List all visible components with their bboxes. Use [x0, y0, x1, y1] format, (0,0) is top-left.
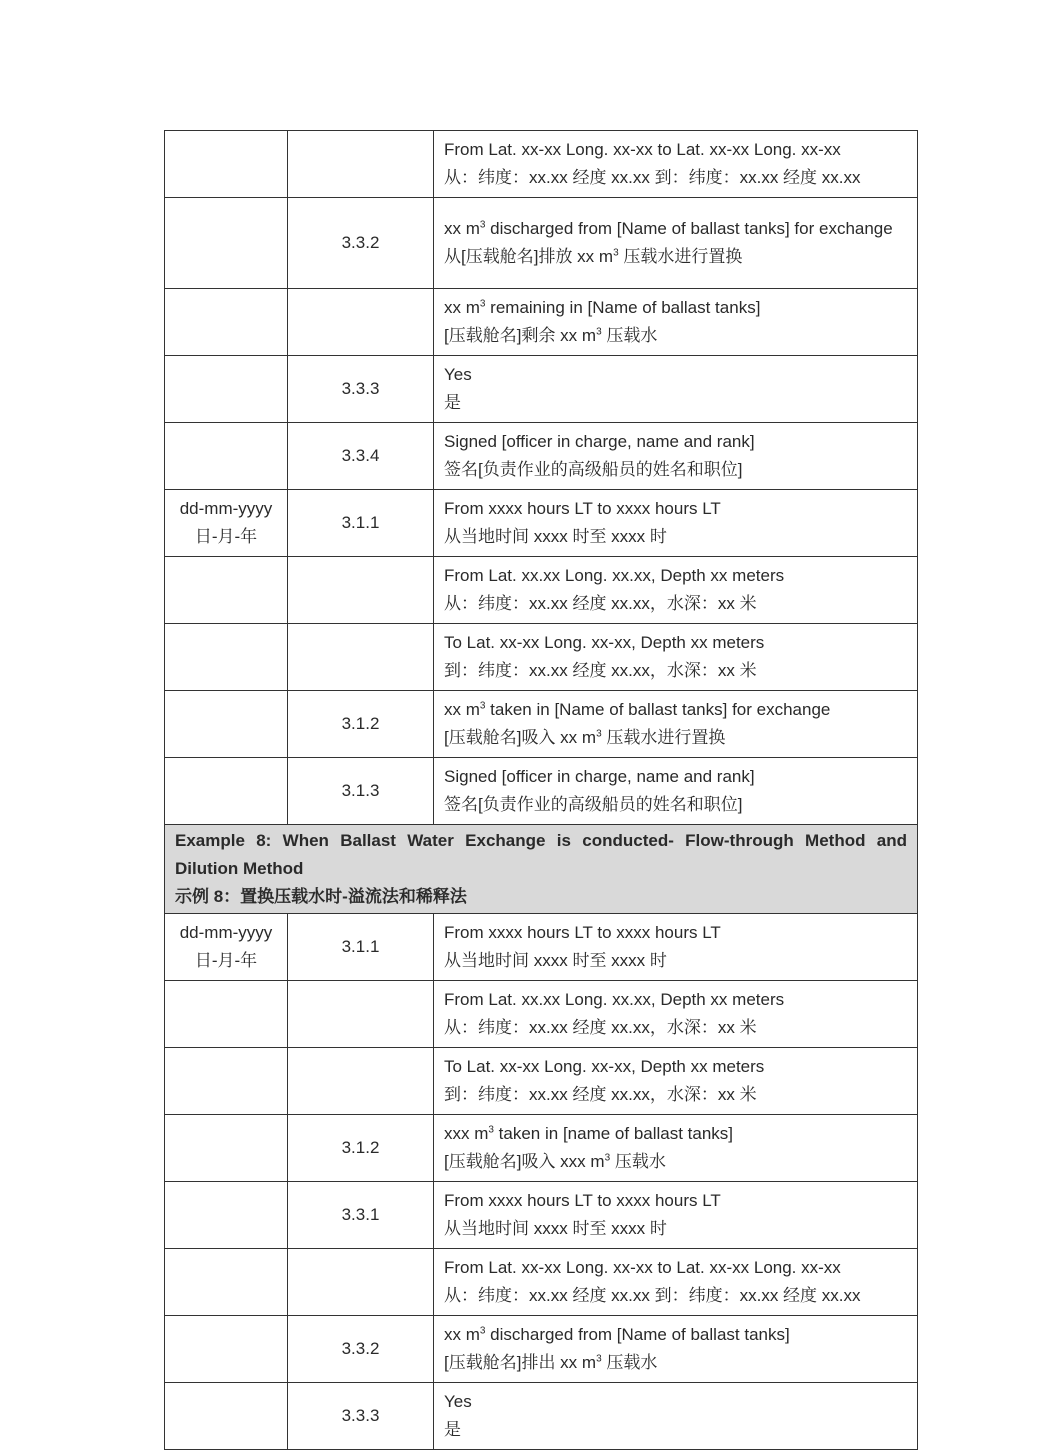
- entry-text-zh: [压载舱名]剩余 xx $m^3$ 压载水: [444, 326, 658, 345]
- entry-cell: [434, 1115, 918, 1182]
- table-row: [165, 423, 918, 490]
- table-row: [165, 758, 918, 825]
- entry-cell: [434, 198, 918, 289]
- entry-text-en: xx $m^3$ remaining in [Name of ballast tanks]: [444, 298, 761, 317]
- item-code-cell: 3.1.3: [288, 758, 434, 825]
- item-code-cell: [288, 624, 434, 691]
- table-row: [165, 490, 918, 557]
- entry-cell: [434, 1383, 918, 1450]
- entry-text-zh: 从当地时间 xxxx 时至 xxxx 时: [444, 527, 667, 546]
- ballast-water-log-table: [164, 130, 918, 1450]
- entry-cell: [434, 624, 918, 691]
- entry-cell: [434, 131, 918, 198]
- entry-cell: [434, 490, 918, 557]
- date-cell: [165, 557, 288, 624]
- entry-cell: [434, 1048, 918, 1115]
- item-code-cell: 3.1.1: [288, 914, 434, 981]
- item-code-cell: [288, 981, 434, 1048]
- entry-text-en: xxx $m^3$ taken in [name of ballast tanks]: [444, 1124, 734, 1143]
- date-cell: [165, 198, 288, 289]
- date-cell: [165, 1316, 288, 1383]
- entry-cell: [434, 758, 918, 825]
- entry-text-en: Signed [officer in charge, name and rank]: [444, 767, 755, 786]
- item-code-cell: 3.3.3: [288, 356, 434, 423]
- table-row: [165, 1182, 918, 1249]
- entry-text-zh: 是: [444, 393, 461, 412]
- date-cell: [165, 914, 288, 981]
- item-code-cell: 3.3.3: [288, 1383, 434, 1450]
- date-cell: [165, 1048, 288, 1115]
- table-row: [165, 981, 918, 1048]
- table-row: [165, 1383, 918, 1450]
- example-heading-en: Example 8: When Ballast Water Exchange is conducted- Flow-through Method and Dilution Method: [175, 831, 907, 878]
- item-code-cell: [288, 289, 434, 356]
- date-cell: [165, 624, 288, 691]
- entry-cell: [434, 1316, 918, 1383]
- entry-text-zh: 从当地时间 xxxx 时至 xxxx 时: [444, 951, 667, 970]
- example-heading-cell: [165, 825, 918, 914]
- table-row: [165, 1316, 918, 1383]
- entry-text-en: Yes: [444, 1392, 472, 1411]
- item-code-cell: [288, 1249, 434, 1316]
- entry-cell: [434, 691, 918, 758]
- table-row: [165, 557, 918, 624]
- date-cell: [165, 356, 288, 423]
- entry-cell: [434, 1182, 918, 1249]
- table-row: [165, 356, 918, 423]
- entry-text-zh: 签名[负责作业的高级船员的姓名和职位]: [444, 460, 743, 479]
- entry-text-en: From Lat. xx.xx Long. xx.xx, Depth xx meters: [444, 566, 785, 585]
- date-cell: [165, 1182, 288, 1249]
- item-code-cell: [288, 131, 434, 198]
- entry-text-zh: 到：纬度：xx.xx 经度 xx.xx，水深：xx 米: [444, 1085, 757, 1104]
- date-cell: [165, 691, 288, 758]
- entry-text-en: xx $m^3$ discharged from [Name of ballast tanks] for exchange: [444, 219, 893, 238]
- table-row: [165, 1048, 918, 1115]
- entry-text-zh: 从：纬度：xx.xx 经度 xx.xx，水深：xx 米: [444, 1018, 757, 1037]
- table-row: [165, 131, 918, 198]
- entry-text-en: To Lat. xx-xx Long. xx-xx, Depth xx meters: [444, 633, 765, 652]
- entry-text-zh: 从[压载舱名]排放 xx $m^3$ 压载水进行置换: [444, 247, 743, 266]
- entry-text-zh: 到：纬度：xx.xx 经度 xx.xx，水深：xx 米: [444, 661, 757, 680]
- date-cell: [165, 490, 288, 557]
- entry-text-zh: [压载舱名]吸入 xx $m^3$ 压载水进行置换: [444, 728, 726, 747]
- table-row: [165, 914, 918, 981]
- entry-text-en: From Lat. xx.xx Long. xx.xx, Depth xx meters: [444, 990, 785, 1009]
- table-row: [165, 198, 918, 289]
- entry-text-zh: [压载舱名]排出 xx $m^3$ 压载水: [444, 1353, 658, 1372]
- entry-cell: [434, 423, 918, 490]
- entry-text-en: To Lat. xx-xx Long. xx-xx, Depth xx meters: [444, 1057, 765, 1076]
- table-row: [165, 289, 918, 356]
- date-cell: [165, 1383, 288, 1450]
- table-row: [165, 1115, 918, 1182]
- item-code-cell: [288, 557, 434, 624]
- item-code-cell: 3.1.2: [288, 1115, 434, 1182]
- date-cell: [165, 758, 288, 825]
- item-code-cell: 3.3.2: [288, 1316, 434, 1383]
- date-cell: [165, 1115, 288, 1182]
- entry-text-en: From Lat. xx-xx Long. xx-xx to Lat. xx-xx Long. xx-xx: [444, 140, 841, 159]
- entry-cell: [434, 356, 918, 423]
- item-code-cell: 3.3.2: [288, 198, 434, 289]
- date-cell: [165, 289, 288, 356]
- entry-text-zh: 从：纬度：xx.xx 经度 xx.xx 到：纬度：xx.xx 经度 xx.xx: [444, 1286, 861, 1305]
- date-cell: [165, 131, 288, 198]
- date-format-en: dd-mm-yyyy: [179, 499, 273, 518]
- date-cell: [165, 423, 288, 490]
- entry-cell: [434, 914, 918, 981]
- item-code-cell: 3.3.1: [288, 1182, 434, 1249]
- entry-text-en: xx $m^3$ taken in [Name of ballast tanks] for exchange: [444, 700, 831, 719]
- entry-text-en: Yes: [444, 365, 472, 384]
- entry-text-zh: 从：纬度：xx.xx 经度 xx.xx 到：纬度：xx.xx 经度 xx.xx: [444, 168, 861, 187]
- entry-text-zh: 是: [444, 1420, 461, 1439]
- ballast-log-page: [164, 130, 917, 1450]
- entry-text-en: From Lat. xx-xx Long. xx-xx to Lat. xx-xx Long. xx-xx: [444, 1258, 841, 1277]
- table-row: [165, 691, 918, 758]
- date-cell: [165, 1249, 288, 1316]
- item-code-cell: 3.1.1: [288, 490, 434, 557]
- date-format-zh: 日-月-年: [194, 527, 258, 546]
- entry-cell: [434, 289, 918, 356]
- entry-text-en: From xxxx hours LT to xxxx hours LT: [444, 1191, 721, 1210]
- table-row: [165, 624, 918, 691]
- date-cell: [165, 981, 288, 1048]
- entry-text-en: From xxxx hours LT to xxxx hours LT: [444, 923, 721, 942]
- example-heading-row: [165, 825, 918, 914]
- entry-text-zh: 从当地时间 xxxx 时至 xxxx 时: [444, 1219, 667, 1238]
- item-code-cell: [288, 1048, 434, 1115]
- entry-cell: [434, 981, 918, 1048]
- entry-text-en: Signed [officer in charge, name and rank]: [444, 432, 755, 451]
- date-format-en: dd-mm-yyyy: [179, 923, 273, 942]
- entry-cell: [434, 557, 918, 624]
- entry-text-zh: 签名[负责作业的高级船员的姓名和职位]: [444, 795, 743, 814]
- table-row: [165, 1249, 918, 1316]
- entry-text-en: From xxxx hours LT to xxxx hours LT: [444, 499, 721, 518]
- item-code-cell: 3.3.4: [288, 423, 434, 490]
- date-format-zh: 日-月-年: [194, 951, 258, 970]
- entry-text-en: xx $m^3$ discharged from [Name of ballast tanks]: [444, 1325, 790, 1344]
- example-heading-zh: 示例 8：置换压载水时-溢流法和稀释法: [175, 887, 467, 906]
- entry-text-zh: 从：纬度：xx.xx 经度 xx.xx，水深：xx 米: [444, 594, 757, 613]
- entry-text-zh: [压载舱名]吸入 xxx $m^3$ 压载水: [444, 1152, 666, 1171]
- item-code-cell: 3.1.2: [288, 691, 434, 758]
- entry-cell: [434, 1249, 918, 1316]
